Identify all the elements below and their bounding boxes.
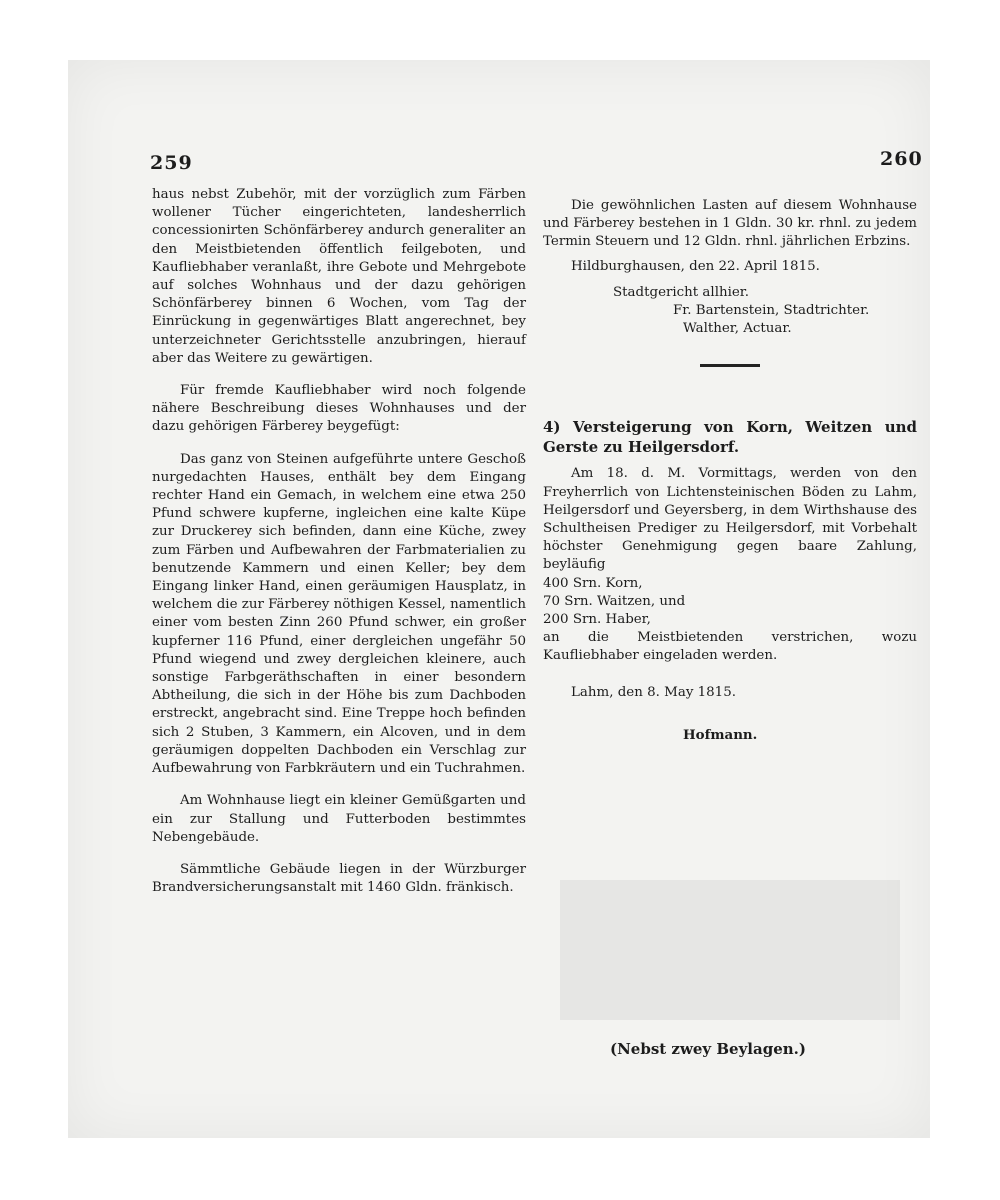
grain-item-waitzen: 70 Srn. Waitzen, und [543,593,686,609]
left-paragraph-3: Das ganz von Steinen aufgeführte untere Geschoß nurgedachten Hauses, enthält bey dem Eingang rechter Hand ein Gemach, in welchem eine etwa 250 Pfund schwere kupferne, ingleichen eine kalte Küpe zur Druckerey sich befinden, dann eine Küche, zwey zum Färben und Aufbewahren der Farbmaterialien zu benutzende Kammern und einen Keller; bey dem Eingang linker Hand, einen geräumigen Hausplatz, in welchem die zur Färberey nöthigen Kessel, namentlich einer vom besten Zinn 260 Pfund schwer, ein großer kupferner 116 Pfund, einer dergleichen ungefähr 50 Pfund wiegend und zwey dergleichen kleinere, auch sonstige Farbgeräthschaften in einer besondern Abtheilung, die sich in der Höhe bis zum Dachboden erstreckt, angebracht sind. Eine Treppe hoch befinden sich 2 Stuben, 3 Kammern, ein Alcoven, und in dem geräumigen doppelten Dachboden ein Verschlag zur Aufbewahrung von Farbkräutern und ein Tuchrahmen. [152,451,526,777]
section-heading: 4) Versteigerung von Korn, Weitzen und Gerste zu Heilgersdorf. [543,418,917,457]
grain-item-haber: 200 Srn. Haber, [543,612,651,628]
right-page-number: 260 [880,148,923,170]
dateline-lahm: Lahm, den 8. May 1815. [571,684,736,700]
signature-actuary: Walther, Actuar. [683,321,792,337]
left-page-number: 259 [150,152,193,174]
left-column [152,186,526,897]
right-column [543,197,917,744]
left-paragraph-5: Sämmtliche Gebäude liegen in der Würzburger Brandversicherungsanstalt mit 1460 Gldn. fränkisch. [152,861,526,896]
bleed-through-shadow [560,880,900,1020]
dateline-hildburghausen: Hildburghausen, den 22. April 1815. [571,258,820,274]
left-paragraph-1: haus nebst Zubehör, mit der vorzüglich zum Färben wollener Tücher eingerichteten, landesherrlich concessionirten Schönfärberey andurch generaliter an den Meistbietenden öffentlich feilgeboten, und Kaufliebhaber veranlaßt, ihre Gebote und Mehrgebote auf solches Wohnhaus und der dazu gehörigen Schönfärberey binnen 6 Wochen, vom Tag der Einrückung in gegenwärtiges Blatt angerechnet, bey unterzeichneter Gerichtsstelle anzubringen, hierauf aber das Weitere zu gewärtigen. [152,187,526,366]
right-paragraph-2: Am 18. d. M. Vormittags, werden von den Freyherrlich von Lichtensteinischen Böden zu Lahm, Heilgersdorf und Geyersberg, in dem Wirthshause des Schultheisen Prediger zu Heilgersdorf, mit Vorbehalt höchster Genehmigung gegen baare Zahlung, beyläufig [543,466,917,573]
right-paragraph-3: an die Meistbietenden verstrichen, wozu Kaufliebhaber eingeladen werden. [543,630,917,664]
signature-court: Stadtgericht allhier. [613,284,749,300]
footer-note: (Nebst zwey Beylagen.) [610,1040,806,1058]
grain-item-korn: 400 Srn. Korn, [543,575,643,591]
left-paragraph-2: Für fremde Kaufliebhaber wird noch folgende nähere Beschreibung dieses Wohnhauses und der dazu gehörigen Färberey beygefügt: [152,383,526,435]
left-paragraph-4: Am Wohnhause liegt ein kleiner Gemüßgarten und ein zur Stallung und Futterboden bestimmtes Nebengebäude. [152,793,526,845]
signature-judge: Fr. Bartenstein, Stadtrichter. [673,303,870,319]
right-paragraph-1: Die gewöhnlichen Lasten auf diesem Wohnhause und Färberey bestehen in 1 Gldn. 30 kr. rhnl. zu jedem Termin Steuern und 12 Gldn. rhnl. jährlichen Erbzins. [543,198,917,250]
section-divider [700,364,760,367]
signature-hofmann: Hofmann. [683,726,758,743]
